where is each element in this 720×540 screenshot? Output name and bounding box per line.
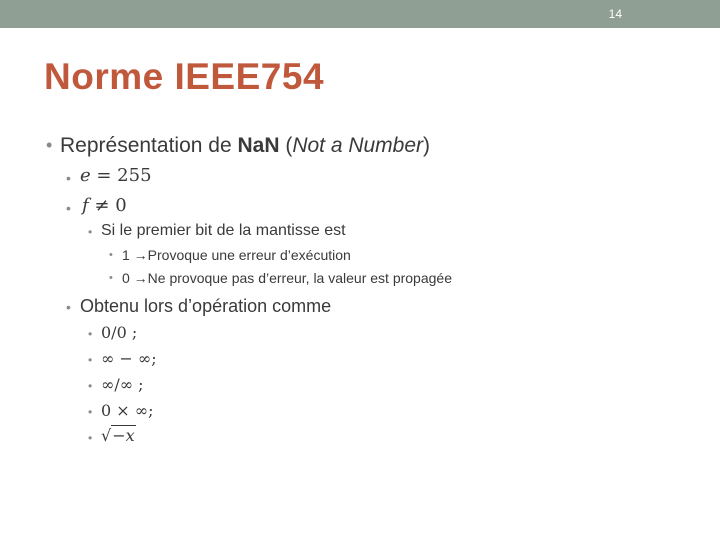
sqrt-sign: √: [101, 426, 112, 445]
var-f: f: [82, 195, 89, 216]
bullet-dot: •: [88, 431, 93, 445]
bit-one-text: 1 →Provoque une erreur d’exécution: [122, 247, 351, 263]
nan-paren-open: (: [279, 134, 293, 157]
nan-heading: [60, 134, 430, 158]
op-inf-minus-inf: ∞ − ∞;: [101, 349, 157, 368]
bullet-dot: •: [109, 249, 113, 261]
bullet-dot: •: [88, 379, 93, 393]
bullet-dot: •: [66, 299, 71, 315]
exponent-condition: [80, 165, 152, 186]
top-bar: [0, 0, 720, 28]
bullet-dot: •: [66, 200, 71, 216]
var-e: e: [80, 165, 91, 186]
bullet-dot: •: [88, 353, 93, 367]
nan-bold: NaN: [237, 134, 280, 157]
bullet-dot: •: [66, 170, 71, 186]
op-zero-times-inf: 0 × ∞;: [101, 401, 154, 420]
bullet-dot: •: [88, 327, 93, 341]
obtained-text: Obtenu lors d’opération comme: [80, 296, 332, 316]
op-inf-div-inf: ∞/∞ ;: [101, 375, 144, 394]
fraction-condition: [82, 195, 127, 216]
e-value: = 255: [90, 165, 152, 186]
bit-zero-text: 0 →Ne provoque pas d’erreur, la valeur est propagée: [122, 270, 452, 286]
bullet-dot: •: [46, 135, 53, 155]
f-value: ≠ 0: [88, 195, 127, 216]
op-sqrt-neg-x: [101, 426, 136, 445]
nan-prefix: Représentation de: [60, 134, 238, 157]
slide-title: Norme IEEE754: [44, 56, 325, 97]
mantissa-text: Si le premier bit de la mantisse est: [101, 222, 346, 239]
bullet-dot: •: [88, 225, 93, 239]
slide-number: 14: [608, 7, 622, 21]
sqrt-expression: −x: [112, 426, 135, 445]
op-zero-div-zero: 0/0 ;: [101, 323, 138, 342]
bullet-dot: •: [109, 272, 113, 284]
bullet-dot: •: [88, 405, 93, 419]
nan-italic: Not a Number: [292, 134, 424, 157]
nan-paren-close: ): [423, 134, 431, 157]
